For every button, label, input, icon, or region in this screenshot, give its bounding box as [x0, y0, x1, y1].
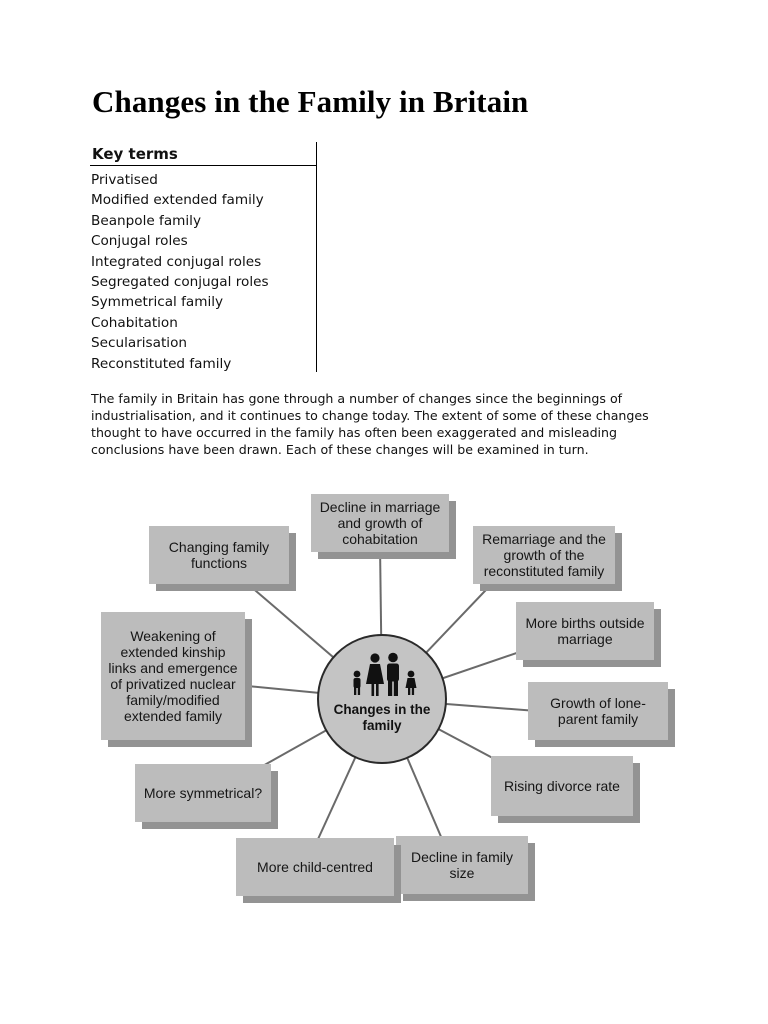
key-term-item: Cohabitation: [91, 314, 178, 331]
box-label: Decline in family size: [411, 849, 513, 881]
box-births-outside: [516, 602, 654, 660]
box-kinship: [101, 612, 245, 740]
box-lone-parent: [528, 682, 668, 740]
page-title: Changes in the Family in Britain: [92, 84, 529, 119]
center-circle: [317, 634, 447, 764]
box-label: Decline in marriage and growth of cohabitation: [319, 499, 441, 547]
center-label: Changes in the family: [333, 702, 431, 733]
box-label: Remarriage and the growth of the reconstituted family: [482, 531, 606, 579]
key-terms-list: [91, 170, 269, 374]
key-term-item: Modified extended family: [91, 192, 264, 209]
box-label: More child-centred: [257, 859, 373, 875]
key-term-item: Privatised: [91, 172, 158, 188]
key-term-item: Secularisation: [91, 335, 188, 352]
box-label: More births outside marriage: [525, 615, 645, 647]
box-symmetrical: [135, 764, 271, 822]
family-icon: [347, 652, 421, 698]
box-label: Rising divorce rate: [504, 778, 620, 794]
key-terms-heading: Key terms: [92, 145, 178, 163]
key-term-item: Beanpole family: [91, 212, 201, 229]
key-term-item: Symmetrical family: [91, 294, 224, 311]
intro-paragraph: The family in Britain has gone through a number of changes since the beginnings of industrialisation, and it continues to change today. The extent of some of these changes thought to have occurred in the family has often been exaggerated and misleading conclusions have been drawn. Each of these changes will be examined in turn.: [91, 391, 649, 457]
box-decline-marriage: [311, 494, 449, 552]
box-child-centred: [236, 838, 394, 896]
changes-diagram: [91, 490, 693, 920]
key-term-item: Segregated conjugal roles: [91, 274, 269, 291]
box-divorce: [491, 756, 633, 816]
box-changing-functions: [149, 526, 289, 584]
key-terms-divider: [90, 165, 316, 166]
key-term-item: Integrated conjugal roles: [91, 253, 262, 270]
box-label: More symmetrical?: [143, 785, 263, 801]
key-term-item: Conjugal roles: [91, 233, 188, 250]
key-term-item: Reconstituted family: [91, 355, 232, 372]
box-label: Weakening of extended kinship links and emergence of privatized nuclear family/modified extended family: [108, 628, 238, 724]
box-label: Growth of lone-parent family: [550, 695, 646, 727]
box-family-size: [396, 836, 528, 894]
box-remarriage: [473, 526, 615, 584]
box-label: Changing family functions: [168, 539, 270, 571]
